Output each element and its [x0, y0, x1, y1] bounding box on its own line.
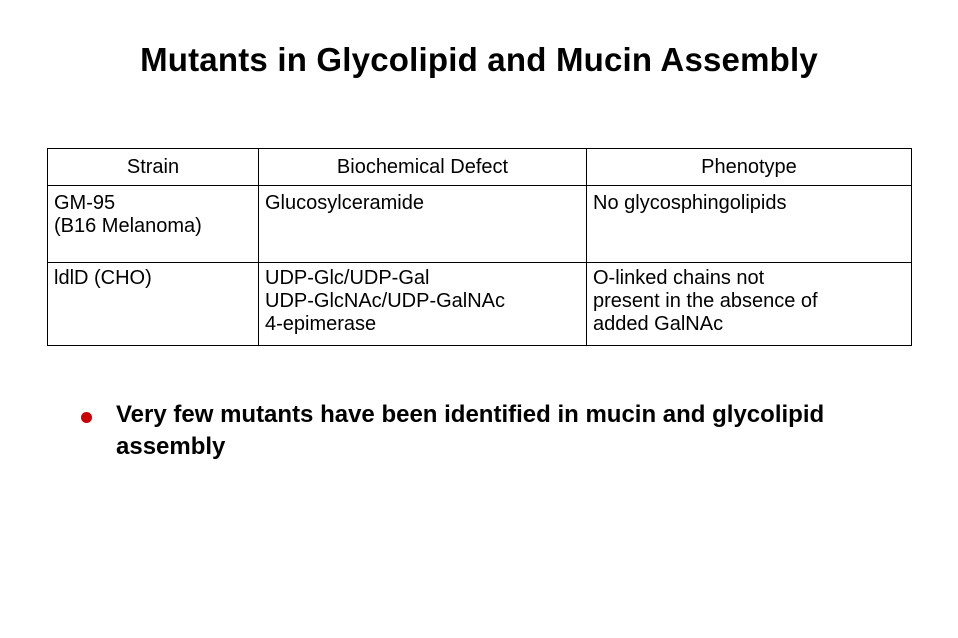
table-header-row [48, 149, 912, 186]
cell-strain: ldlD (CHO) [48, 263, 259, 346]
header-biochemical-defect: Biochemical Defect [259, 149, 587, 186]
slide-title: Mutants in Glycolipid and Mucin Assembly [140, 41, 818, 78]
bullet-dot-icon [81, 412, 92, 423]
table-row [48, 186, 912, 263]
mutants-table [47, 148, 912, 346]
table-row [48, 263, 912, 346]
cell-biochemical-defect: UDP-Glc/UDP-Gal UDP-GlcNAc/UDP-GalNAc 4-epimerase [259, 263, 587, 346]
bullet-text: Very few mutants have been identified in mucin and glycolipid assembly [116, 401, 825, 460]
cell-strain: GM-95 (B16 Melanoma) [48, 186, 259, 263]
header-strain: Strain [48, 149, 259, 186]
cell-biochemical-defect: Glucosylceramide [259, 186, 587, 263]
cell-phenotype: O-linked chains not present in the absence of added GalNAc [587, 263, 912, 346]
header-phenotype: Phenotype [587, 149, 912, 186]
cell-phenotype: No glycosphingolipids [587, 186, 912, 263]
